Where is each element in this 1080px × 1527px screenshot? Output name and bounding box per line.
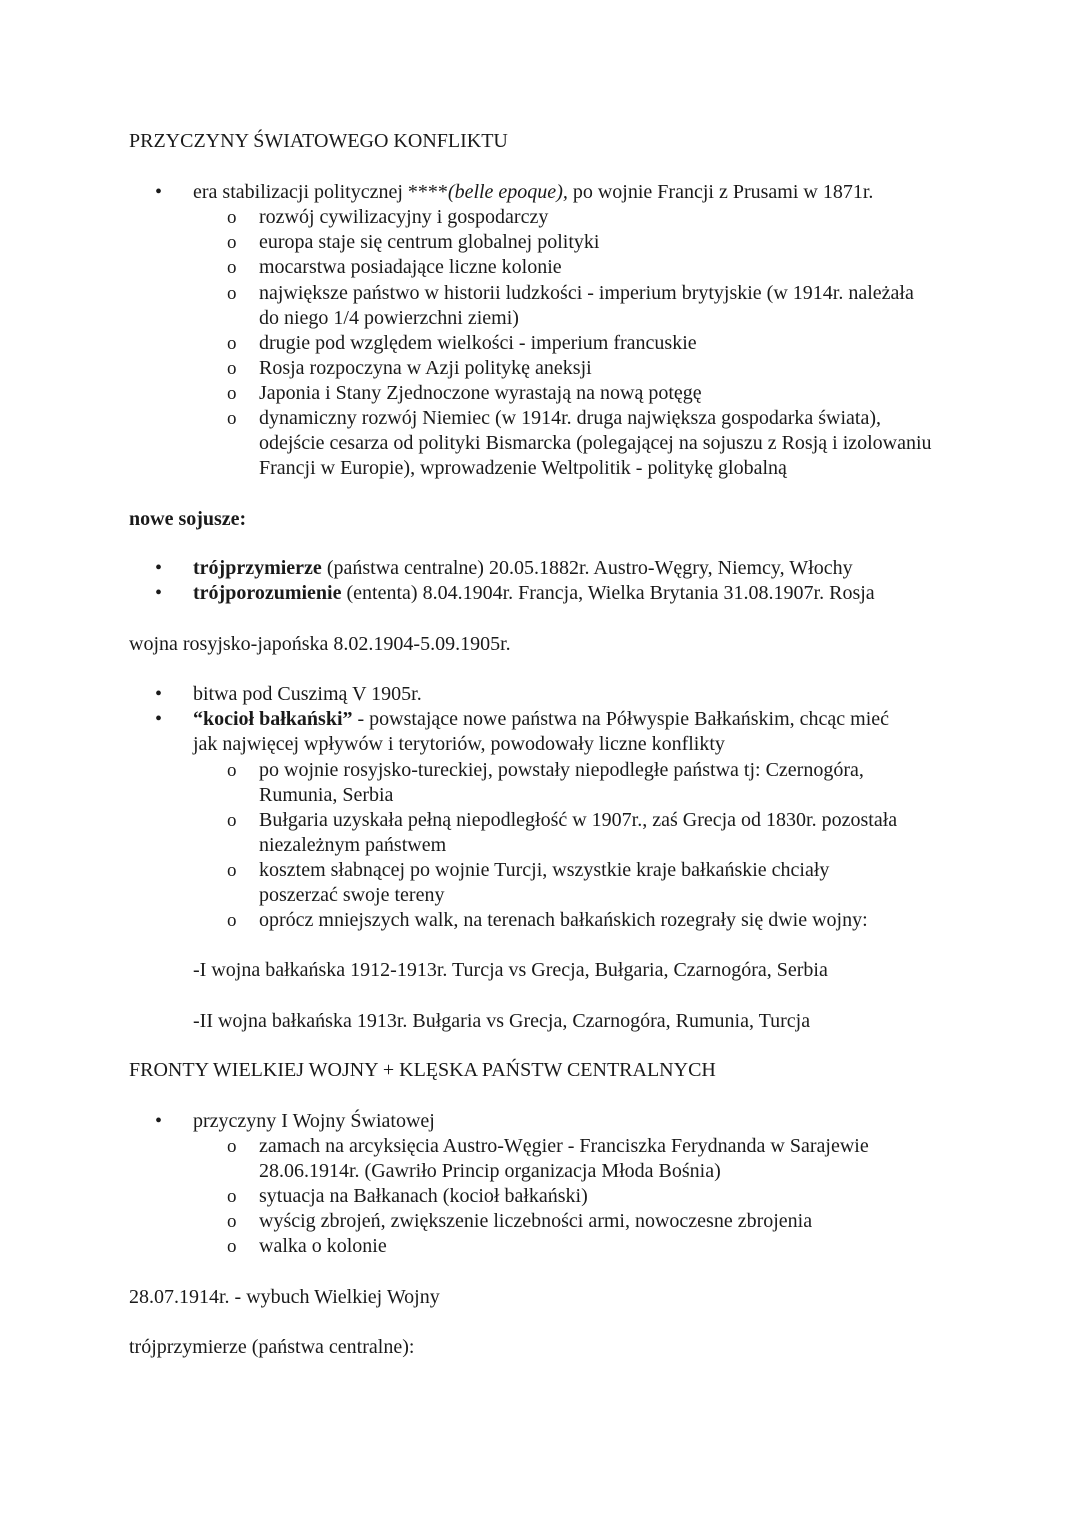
list-item (193, 707, 913, 757)
sub-list-item: o drugie pod względem wielkości - imperium francuskie (259, 331, 959, 356)
bold-text: trójprzymierze (193, 557, 322, 579)
sub-list-item: o wyścig zbrojeń, zwiększenie liczebności armi, nowoczesne zbrojenia (259, 1209, 959, 1234)
bold-text: trójporozumienie (193, 582, 342, 604)
sub-list-item: o sytuacja na Bałkanach (kocioł bałkański) (259, 1184, 959, 1209)
paragraph: -I wojna bałkańska 1912-1913r. Turcja vs Grecja, Bułgaria, Czarnogóra, Serbia (193, 959, 828, 981)
list-item: • bitwa pod Cuszimą V 1905r. (193, 682, 953, 707)
text-run: (ententa) 8.04.1904r. Francja, Wielka Brytania 31.08.1907r. Rosja (341, 582, 875, 604)
sub-list-item: o największe państwo w historii ludzkości - imperium brytyjskie (w 1914r. należała do niego 1/4 powierzchni ziemi) (259, 281, 919, 331)
sub-list-item: o mocarstwa posiadające liczne kolonie (259, 255, 959, 280)
sub-list-item: o Rosja rozpoczyna w Azji politykę aneksji (259, 356, 959, 381)
list-item (193, 180, 953, 205)
italic-text: (belle epoque), (447, 181, 568, 203)
paragraph: trójprzymierze (państwa centralne): (129, 1336, 415, 1358)
sub-list-item: o rozwój cywilizacyjny i gospodarczy (259, 205, 959, 230)
sub-list-item: o walka o kolonie (259, 1234, 959, 1259)
paragraph: 28.07.1914r. - wybuch Wielkiej Wojny (129, 1286, 440, 1308)
list-item (193, 581, 953, 606)
sub-list-item: o zamach na arcyksięcia Austro-Węgier - Franciszka Ferydnanda w Sarajewie 28.06.1914r. (Gawriło Princip organizacja Młoda Bośnia) (259, 1134, 939, 1184)
sub-list-item: o Bułgaria uzyskała pełną niepodległość w 1907r., zaś Grecja od 1830r. pozostała niezależnym państwem (259, 808, 899, 858)
section-title: PRZYCZYNY ŚWIATOWEGO KONFLIKTU (129, 130, 508, 152)
text-run: po wojnie Francji z Prusami w 1871r. (567, 181, 874, 203)
list-item: • przyczyny I Wojny Światowej (193, 1109, 953, 1134)
sub-list-item: o po wojnie rosyjsko-tureckiej, powstały niepodległe państwa tj: Czernogóra, Rumunia, Serbia (259, 758, 939, 808)
list-item (193, 556, 953, 581)
text-run: - powstające nowe państwa na Półwyspie Bałkańskim, chcąc mieć jak najwięcej wpływów i terytoriów, powodowały liczne konflikty (193, 708, 890, 755)
paragraph: wojna rosyjsko-japońska 8.02.1904-5.09.1905r. (129, 633, 511, 655)
paragraph: -II wojna bałkańska 1913r. Bułgaria vs Grecja, Czarnogóra, Rumunia, Turcja (193, 1010, 811, 1032)
sub-list-item: o oprócz mniejszych walk, na terenach bałkańskich rozegrały się dwie wojny: (259, 908, 959, 933)
sub-list-item: o kosztem słabnącej po wojnie Turcji, wszystkie kraje bałkańskie chciały poszerzać swoje tereny (259, 858, 909, 908)
text-run: (państwa centralne) 20.05.1882r. Austro-Węgry, Niemcy, Włochy (321, 557, 853, 579)
section-title: FRONTY WIELKIEJ WOJNY + KLĘSKA PAŃSTW CENTRALNYCH (129, 1059, 716, 1081)
sub-list-item: o Japonia i Stany Zjednoczone wyrastają na nową potęgę (259, 381, 959, 406)
sub-list-item: o dynamiczny rozwój Niemiec (w 1914r. druga największa gospodarka świata), odejście cesarza od polityki Bismarcka (polegającej na sojuszu z Rosją i izolowaniu Francji w Europie), wprowadzenie Weltpolitik - politykę globalną (259, 406, 949, 481)
sub-list-item: o europa staje się centrum globalnej polityki (259, 230, 959, 255)
bold-text: “kocioł bałkański” (193, 708, 353, 730)
text-run: era stabilizacji politycznej **** (193, 181, 448, 203)
alliances-heading: nowe sojusze: (129, 508, 247, 530)
